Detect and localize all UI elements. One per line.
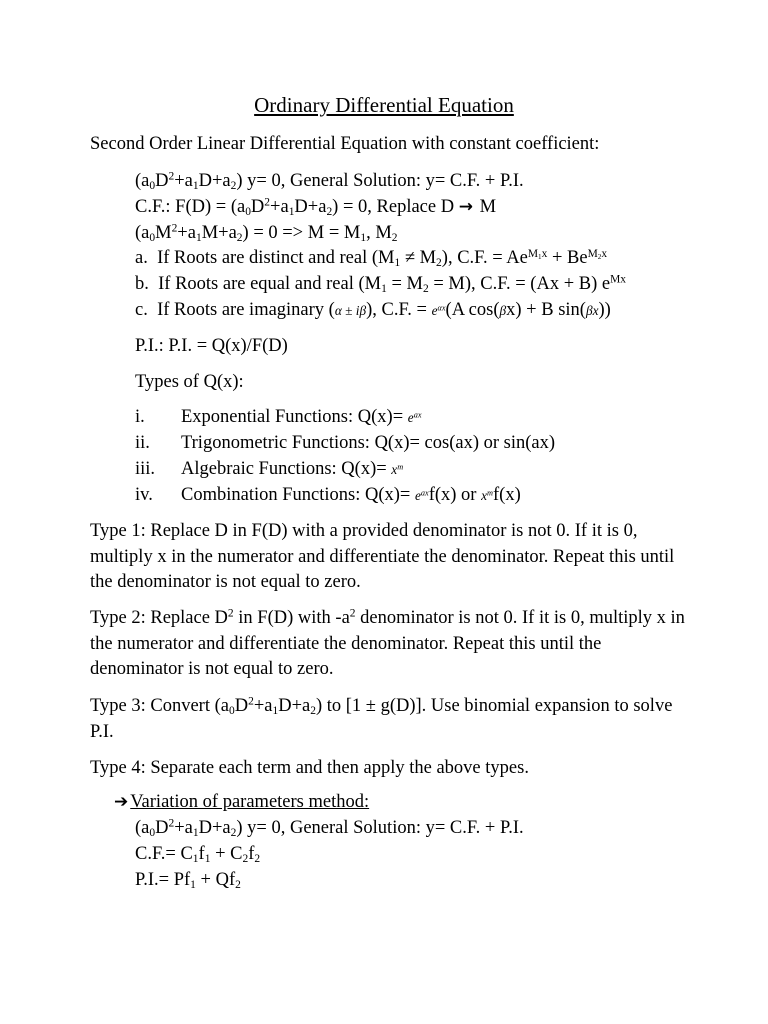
list-text: Exponential Functions: Q(x)= — [181, 407, 408, 427]
type1-paragraph: Type 1: Replace D in F(D) with a provided denominator is not 0. If it is 0, multiply x in the numerator and differentiate the denominator. Repeat this until the denominator is not equal to zero. — [90, 521, 675, 592]
vop-heading — [114, 792, 369, 813]
case-c-text: If Roots are imaginary ( — [157, 300, 335, 320]
case-b-text: If Roots are equal and real (M — [158, 274, 382, 294]
case-c-label: c. — [135, 300, 148, 320]
types-heading: Types of Q(x): — [135, 372, 244, 392]
auxiliary-equation: $(a_0M^2+a_1M+a_2) = 0 => M = M_1$, $M_2$ — [135, 222, 398, 244]
type2-paragraph: Type 2: Replace $D^2$ in F(D) with $-a^2$ denominator is not 0. If it is 0, multiply x in the numerator and differentiate the denominator. Repeat this until the denominator is not equal to zero. — [90, 607, 685, 679]
intro-line: Second Order Linear Differential Equation with constant coefficient: — [90, 134, 600, 154]
cf-replace-text: ) = 0, Replace D — [332, 197, 455, 217]
list-text: Combination Functions: Q(x)= — [181, 485, 415, 505]
case-a-cf: ), C.F. = Ae — [441, 248, 528, 268]
right-arrow-icon: → — [458, 197, 473, 217]
vop-cf: $C.F.= C_1f_1 + C_2f_2$ — [135, 844, 261, 865]
list-number: iv. — [135, 485, 153, 505]
list-item-exponential: i. Exponential Functions: $Q(x)= e^{ax}$ — [135, 407, 422, 427]
list-item-algebraic: iii. Algebraic Functions: $Q(x)= x^m$ — [135, 459, 404, 479]
pi-definition: P.I.: P.I. = Q(x)/F(D) — [135, 336, 288, 356]
list-number: ii. — [135, 433, 150, 453]
list-item-combination: iv. Combination Functions: $Q(x)= e^{ax}f(x)$ or $x^mf(x)$ — [135, 485, 521, 505]
list-number: iii. — [135, 459, 156, 479]
vop-pi: $P.I.= Pf_1 + Qf_2$ — [135, 870, 241, 891]
vop-equation: $(a_0D^2+a_1D+a_2)$ y= 0, General Solution: y= C.F. + P.I. — [135, 817, 524, 839]
case-c-roots: α ± iβ — [334, 303, 367, 318]
case-c-cf: ), C.F. = — [366, 300, 432, 320]
list-item-trigonometric — [0, 433, 768, 459]
case-b-cf: = M), C.F. = (Ax + B) e — [433, 274, 611, 294]
cf-definition: C.F.: $F(D) = (a_0D^2+a_1D+a_2) = 0$, Replace D → M — [135, 196, 497, 218]
cf-target: M — [479, 197, 497, 217]
right-arrow-icon: ➔ — [114, 792, 129, 812]
type4-paragraph: Type 4: Separate each term and then apply the above types. — [90, 758, 529, 778]
aux-eq-text: ) = 0 => M = M — [242, 223, 361, 243]
case-a-text: If Roots are distinct and real (M — [157, 248, 395, 268]
case-b: b. If Roots are equal and real $(M_1 = M_2 = M)$, C.F. = (Ax + B) $e^{Mx}$ — [135, 273, 627, 295]
general-solution-text: ) y= 0, General Solution: y= C.F. + P.I. — [236, 171, 524, 191]
list-text: Trigonometric Functions: Q(x)= cos(ax) or sin(ax) — [181, 433, 556, 453]
vop-title: Variation of parameters method: — [130, 792, 370, 812]
case-c: c. If Roots are imaginary (α ± iβ), C.F. = $e^{\alpha x}(A$ cos(βx) + B sin(βx)) — [135, 300, 611, 320]
case-b-label: b. — [135, 274, 149, 294]
list-number: i. — [135, 407, 145, 427]
list-text: Algebraic Functions: Q(x)= — [181, 459, 392, 479]
type3-paragraph: Type 3: Convert $(a_0D^2+a_1D+a_2)$ to [1 ± g(D)]. Use binomial expansion to solve P.I. — [90, 695, 673, 742]
case-a: a. If Roots are distinct and real $(M_1 \ne M_2)$, C.F. = $Ae^{M_1x} + Be^{M_2x}$ — [135, 247, 608, 269]
general-equation: $(a_0D^2+a_1D+a_2)$ y= 0, General Solution: y= C.F. + P.I. — [135, 170, 524, 192]
case-a-label: a. — [135, 248, 148, 268]
page-title: Ordinary Differential Equation — [254, 93, 514, 117]
